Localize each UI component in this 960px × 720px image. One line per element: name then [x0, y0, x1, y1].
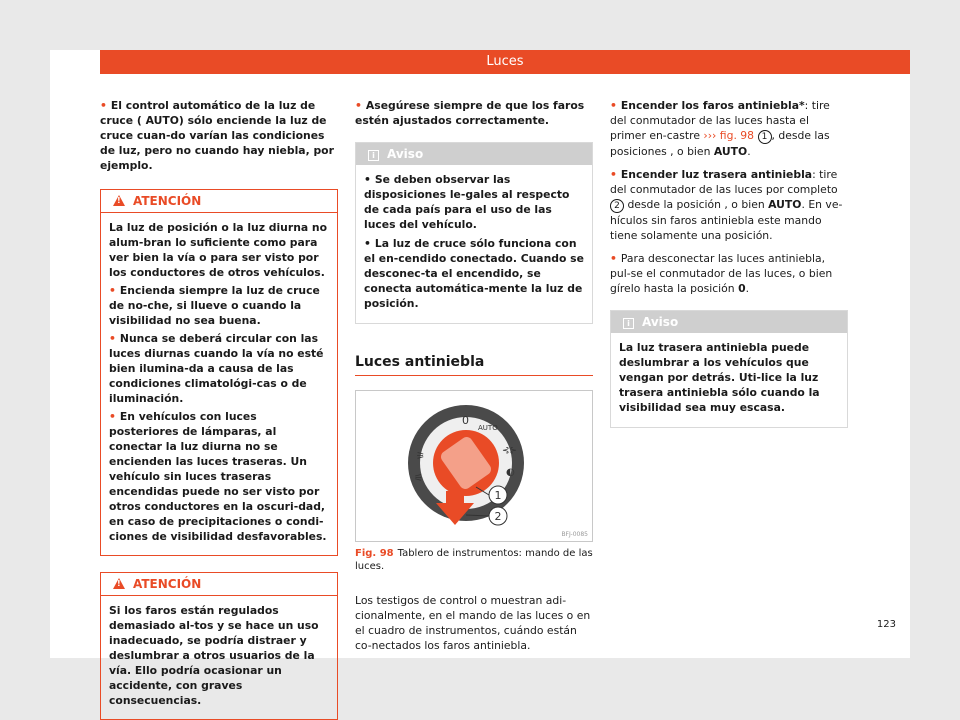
warning-triangle-icon — [113, 195, 125, 206]
bullet-headlights-adjusted: • Asegúrese siempre de que los faros estén ajustados correctamente. — [355, 99, 585, 127]
auto-label: AUTO — [768, 198, 802, 211]
column-left — [100, 98, 338, 720]
bullet-dot: • — [100, 99, 107, 112]
warning-bullet-text: Encienda siempre la luz de cruce de no-che, si llueve o cuando la visibilidad no sea buena. — [109, 284, 320, 327]
info-icon: i — [623, 318, 634, 329]
aviso-bullet: • La luz de cruce sólo funciona con el en-cendido conectado. Cuando se desconec-ta el encendido, se conecta automática-mente la luz de posición. — [364, 237, 584, 310]
caption-text: Tablero de instrumentos: mando de las luces. — [355, 548, 593, 572]
pull-arrow-stem — [446, 491, 464, 505]
aviso-text: La luz trasera antiniebla puede deslumbrar a los vehículos que vengan por detrás. Uti-lice la luz trasera antiniebla sólo cuando la visibilidad sea muy escasa. — [619, 341, 820, 414]
bullet-fog-rear: • Encender luz trasera antiniebla: tire del conmutador de las luces por completo 2 desde la posición , o bien AUTO. En ve-hículos sin faros antiniebla este mando tiene solamente una posición. — [610, 168, 843, 242]
warning-heading — [101, 190, 337, 213]
bullet-bold: Encender luz trasera antiniebla — [620, 168, 813, 181]
aviso-box-1 — [355, 142, 593, 324]
manual-page — [50, 50, 910, 707]
aviso-body — [356, 165, 592, 323]
warning-heading — [101, 573, 337, 596]
position-light-icon: ⊰⊱ — [502, 446, 518, 456]
bullet-fog-front: • Encender los faros antiniebla*: tire del conmutador de las luces hasta el primer en-castre ››› fig. 98 1 , desde las posiciones , o bien AUTO. — [610, 99, 830, 158]
bullet-auto-light — [100, 98, 338, 173]
page-number: 123 — [876, 619, 896, 630]
callout-1-label: 1 — [494, 489, 502, 502]
warning-triangle-icon — [113, 578, 125, 589]
info-icon: i — [368, 150, 379, 161]
aviso-heading-text: Aviso — [642, 315, 679, 329]
figure-light-switch — [355, 390, 593, 542]
low-beam-icon: ◐ — [506, 467, 515, 478]
aviso-heading — [611, 311, 847, 333]
aviso-heading — [356, 143, 592, 165]
bullet-text: Asegúrese siempre de que los faros estén ajustados correctamente. — [355, 99, 585, 127]
warning-bullet-text: Nunca se deberá circular con las luces diurnas cuando la vía no esté bien ilumina-da a causa de las condiciones climatológi-cas o de iluminación. — [109, 332, 324, 405]
warning-body — [101, 596, 337, 719]
aviso-heading-text: Aviso — [387, 147, 424, 161]
zero-label: 0 — [738, 282, 746, 295]
bullet-text: El control automático de la luz de cruce ( AUTO) sólo enciende la luz de cruce cuan-do varían las condiciones de luz, pero no cuando hay niebla, por ejemplo. — [100, 99, 334, 172]
caption-label: Fig. 98 — [355, 548, 394, 559]
callout-ref-2: 2 — [610, 199, 624, 213]
aviso-bullet-text: La luz de cruce sólo funciona con el en-cendido conectado. Cuando se desconec-ta el encendido, se conecta automática-mente la luz de posición. — [364, 237, 584, 310]
fog-rear-icon: ⚟ — [414, 473, 423, 484]
auto-label: AUTO — [713, 145, 748, 158]
bullet-text: Para desconectar las luces antiniebla, pul-se el conmutador de las luces, o bien gírelo hasta la posición — [610, 252, 833, 295]
column-middle — [355, 98, 593, 653]
warning-heading-text: ATENCIÓN — [133, 194, 202, 208]
fog-front-icon: ⚞ — [416, 451, 425, 462]
aviso-box-2 — [610, 310, 848, 428]
warning-bullet: • Nunca se deberá circular con las luces diurnas cuando la vía no esté bien ilumina-da a causa de las condiciones climatológi-cas o de iluminación. — [109, 332, 324, 405]
warning-text: Si los faros están regulados demasiado al-tos y se hace un uso inadecuado, se podría distraer y deslumbrar a otros usuarios de la vía. Ello podría ocasionar un accidente, con graves consecuencias. — [109, 604, 319, 707]
bullet-text: desde la posición , o bien — [627, 198, 765, 211]
chapter-header: Luces — [100, 50, 910, 74]
warning-bullet-text: En vehículos con luces posteriores de lámparas, al conectar la luz diurna no se encienden las luces traseras. Un vehículo sin luces traseras encendidas puede no ser visto por otros conductores en la oscuri-dad, en caso de precipitaciones o condi-ciones de visibilidad desfavorables. — [109, 410, 327, 543]
figure-caption — [355, 547, 593, 573]
bullet-text: . En ve-hículos sin faros antiniebla este mando tiene solamente una posición. — [610, 198, 843, 242]
dial-zero-label: 0 — [462, 414, 469, 427]
figure-code: BFJ-0085 — [561, 531, 588, 538]
bullet-text: : tire del conmutador de las luces hasta el primer en-castre — [610, 99, 830, 142]
bullet-text: , desde las posiciones , o bien — [610, 129, 830, 158]
warning-bullet: • Encienda siempre la luz de cruce de no-che, si llueve o cuando la visibilidad no sea buena. — [109, 284, 320, 327]
light-switch-illustration — [356, 391, 592, 541]
bullet-fog-off: • Para desconectar las luces antiniebla, pul-se el conmutador de las luces, o bien gírelo hasta la posición 0. — [610, 252, 833, 295]
warning-box-1 — [100, 189, 338, 556]
bullet-bold: Encender los faros antiniebla* — [620, 99, 805, 112]
aviso-bullet-text: Se deben observar las disposiciones le-gales al respecto de cada país para el uso de las luces del vehículo. — [364, 173, 570, 231]
warning-box-2 — [100, 572, 338, 720]
aviso-body — [611, 333, 847, 427]
section-title: Luces antiniebla — [355, 354, 593, 376]
aviso-bullet: • Se deben observar las disposiciones le-gales al respecto de cada país para el uso de las luces del vehículo. — [364, 173, 570, 231]
warning-intro: La luz de posición o la luz diurna no alum-bran lo suficiente como para ver bien la vía o para ser visto por los conductores de otros vehículos. — [109, 221, 328, 279]
bullet-text: : tire del conmutador de las luces por completo — [610, 168, 838, 196]
warning-body — [101, 213, 337, 555]
fog-indicator-paragraph: Los testigos de control o muestran adi-cionalmente, en el mando de las luces o en el cuadro de instrumentos, cuándo están co-nectados los faros antiniebla. — [355, 594, 591, 652]
dial-auto-label: AUTO — [478, 424, 498, 432]
warning-bullet: • En vehículos con luces posteriores de lámparas, al conectar la luz diurna no se encienden las luces traseras. Un vehículo sin luces traseras encendidas puede no ser visto por otros conductores en la oscuri-dad, en caso de precipitaciones o condi-ciones de visibilidad desfavorables. — [109, 410, 327, 543]
warning-heading-text: ATENCIÓN — [133, 577, 202, 591]
figure-reference-link[interactable]: ››› fig. 98 — [703, 129, 755, 142]
column-right — [610, 98, 848, 428]
callout-2-label: 2 — [494, 510, 502, 523]
callout-ref-1: 1 — [758, 130, 772, 144]
